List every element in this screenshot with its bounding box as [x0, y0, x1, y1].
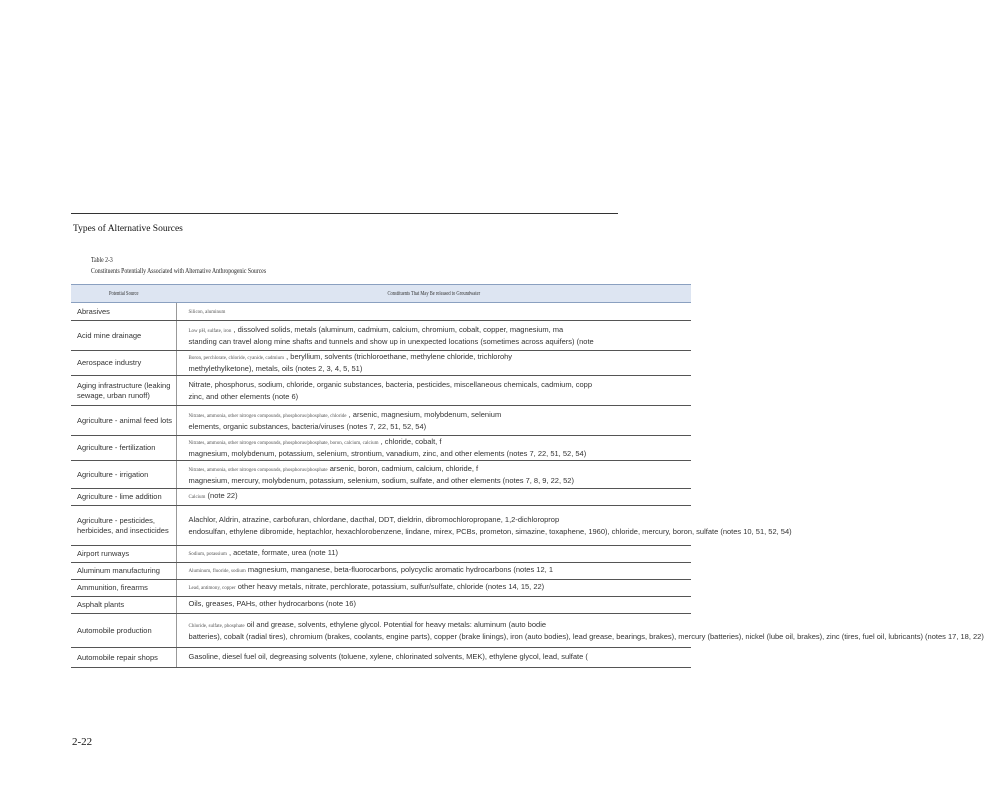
table-row	[71, 376, 691, 406]
constituents-line-2: endosulfan, ethylene dibromide, heptachlor, hexachlorobenzene, lindane, mirex, PCBs, prometon, simazine, toxaphene, 1960), chloride, mercury, boron, sulfate (notes 10, 51, 52, 54)	[188, 526, 792, 536]
constituents-line-1	[189, 548, 690, 560]
constituents-text: , arsenic, magnesium, molybdenum, selenium	[348, 409, 502, 419]
row-constituents	[176, 436, 691, 461]
constituents-line-1	[189, 652, 690, 664]
top-rule	[71, 213, 618, 214]
table-row	[71, 461, 691, 489]
constituents-text: oil and grease, solvents, ethylene glycol. Potential for heavy metals: aluminum (auto bodie	[246, 619, 547, 629]
table-label: Table 2-3	[91, 256, 113, 264]
constituents-text: Gasoline, diesel fuel oil, degreasing solvents (toluene, xylene, chlorinated solvents, MEK), ethylene glycol, lead, sulfate (	[188, 651, 588, 661]
row-constituents	[176, 614, 984, 648]
constituents-text: other heavy metals, nitrate, perchlorate, potassium, sulfur/sulfate, chloride (notes 14, 15, 22)	[237, 582, 545, 591]
table-caption-block	[91, 255, 304, 277]
table-row	[71, 436, 691, 461]
constituents-text: arsenic, boron, cadmium, calcium, chloride, f	[329, 463, 479, 473]
table-header-row	[71, 285, 691, 303]
header-potential-source: Potential Source	[71, 285, 176, 303]
table-row	[71, 321, 691, 351]
constituents-line-2: magnesium, molybdenum, potassium, selenium, strontium, vanadium, zinc, and other elements (notes 7, 22, 51, 52, 54)	[188, 449, 587, 458]
constituents-line-2: standing can travel along mine shafts and tunnels and show up in unexpected locations (sometimes across aquifers) (note	[188, 336, 594, 346]
row-source: Acid mine drainage	[71, 321, 176, 351]
row-constituents	[176, 563, 691, 580]
constituents-text: Alachlor, Aldrin, atrazine, carbofuran, chlordane, dacthal, DDT, dieldrin, dibromochloropropane, 1,2-dichloroprop	[188, 514, 560, 524]
constituents-line-2: magnesium, mercury, molybdenum, potassium, selenium, sodium, sulfate, and other elements (notes 7, 8, 9, 22, 52)	[188, 475, 574, 485]
row-source: Agriculture - fertilization	[71, 436, 176, 461]
constituents-line-1	[189, 410, 690, 422]
row-constituents	[176, 321, 691, 351]
table-row	[71, 506, 691, 546]
constituents-line-1	[189, 306, 690, 318]
row-source: Agriculture - lime addition	[71, 489, 176, 506]
constituents-small-text: Calcium	[188, 495, 206, 500]
row-constituents	[176, 303, 691, 321]
constituents-line-1	[189, 620, 690, 632]
table-row	[71, 351, 691, 376]
constituents-table	[71, 284, 984, 668]
row-constituents	[176, 461, 691, 489]
row-source: Agriculture - pesticides, herbicides, and insecticides	[71, 506, 176, 546]
constituents-text: magnesium, manganese, beta-fluorocarbons, polycyclic aromatic hydrocarbons (notes 12, 1	[247, 565, 553, 574]
constituents-line-2: methylethylketone), metals, oils (notes 2, 3, 4, 5, 51)	[188, 364, 363, 373]
constituents-small-text: Nitrates, ammonia, other nitrogen compounds, phosphorus/phosphate, chloride	[188, 413, 347, 419]
table-row	[71, 546, 691, 563]
row-source: Agriculture - irrigation	[71, 461, 176, 489]
header-constituents: Constituents That May Be released to Groundwater	[176, 285, 691, 303]
constituents-line-1	[189, 325, 690, 337]
row-constituents	[176, 376, 691, 406]
row-constituents	[176, 597, 691, 614]
constituents-line-2: elements, organic substances, bacteria/viruses (notes 7, 22, 51, 52, 54)	[188, 421, 427, 431]
table-row	[71, 648, 691, 668]
row-constituents	[176, 580, 691, 597]
table-row	[71, 614, 691, 648]
constituents-line-1	[189, 565, 690, 577]
row-source: Automobile repair shops	[71, 648, 176, 668]
constituents-text: Nitrate, phosphorus, sodium, chloride, organic substances, bacteria, pesticides, miscellaneous chemicals, cadmium, copp	[188, 379, 593, 389]
row-source: Aluminum manufacturing	[71, 563, 176, 580]
row-constituents	[176, 546, 691, 563]
row-source: Airport runways	[71, 546, 176, 563]
table-row	[71, 489, 691, 506]
constituents-small-text: Sodium, potassium	[188, 552, 227, 557]
constituents-line-2: zinc, and other elements (note 6)	[188, 391, 299, 401]
table-row	[71, 303, 691, 321]
constituents-small-text: Boron, perchlorate, chloride, cyanide, cadmium	[188, 356, 285, 361]
row-constituents	[176, 406, 691, 436]
constituents-line-1	[189, 515, 690, 527]
page-number: 2-22	[72, 736, 93, 748]
row-constituents	[176, 351, 691, 376]
row-source: Abrasives	[71, 303, 176, 321]
row-constituents	[176, 506, 792, 546]
row-source: Automobile production	[71, 614, 176, 648]
table-row	[71, 406, 691, 436]
constituents-line-1	[189, 582, 690, 594]
section-title: Types of Alternative Sources	[73, 224, 183, 234]
constituents-small-text: Chloride, sulfate, phosphate	[188, 623, 245, 629]
table-caption: Constituents Potentially Associated with Alternative Anthropogenic Sources	[91, 267, 267, 275]
constituents-line-1	[189, 352, 690, 364]
constituents-text: (note 22)	[207, 491, 238, 500]
constituents-line-2: batteries), cobalt (radial tires), chromium (brakes, coolants, engine parts), copper (brake linings), iron (auto bodies), lead grease, bearings, brakes), mercury (batteries), nickel (lube oil, brakes), zinc (tires, fuel oil, lubricants) (notes 17, 18, 22)	[188, 631, 984, 641]
constituents-small-text: Silicon, aluminum	[188, 309, 226, 315]
constituents-small-text: Low pH, sulfate, iron	[188, 328, 232, 334]
constituents-text: , beryllium, solvents (trichloroethane, methylene chloride, trichlorohy	[286, 352, 513, 361]
constituents-text: , dissolved solids, metals (aluminum, cadmium, calcium, chromium, cobalt, copper, magnesium, ma	[233, 324, 564, 334]
row-constituents	[176, 489, 691, 506]
row-source: Aging infrastructure (leaking sewage, urban runoff)	[71, 376, 176, 406]
constituents-line-1	[189, 491, 690, 503]
row-source: Asphalt plants	[71, 597, 176, 614]
row-source: Agriculture - animal feed lots	[71, 406, 176, 436]
constituents-small-text: Nitrates, ammonia, other nitrogen compounds, phosphorus/phosphate	[188, 467, 328, 473]
constituents-line-1	[189, 437, 690, 449]
constituents-text: , acetate, formate, urea (note 11)	[228, 548, 339, 557]
table-row	[71, 597, 691, 614]
constituents-line-1	[189, 380, 690, 392]
constituents-line-1	[189, 599, 690, 611]
row-source: Aerospace industry	[71, 351, 176, 376]
row-source: Ammunition, firearms	[71, 580, 176, 597]
constituents-small-text: Lead, antimony, copper	[188, 586, 236, 591]
row-constituents	[176, 648, 691, 668]
constituents-line-1	[189, 464, 690, 476]
constituents-small-text: Aluminum, fluoride, sodium	[188, 569, 246, 574]
constituents-text: , chloride, cobalt, f	[380, 437, 442, 446]
constituents-text: Oils, greases, PAHs, other hydrocarbons (note 16)	[188, 599, 356, 608]
table-row	[71, 563, 691, 580]
constituents-small-text: Nitrates, ammonia, other nitrogen compounds, phosphorus/phosphate, boron, calcium, calcium	[188, 441, 379, 446]
table-row	[71, 580, 691, 597]
